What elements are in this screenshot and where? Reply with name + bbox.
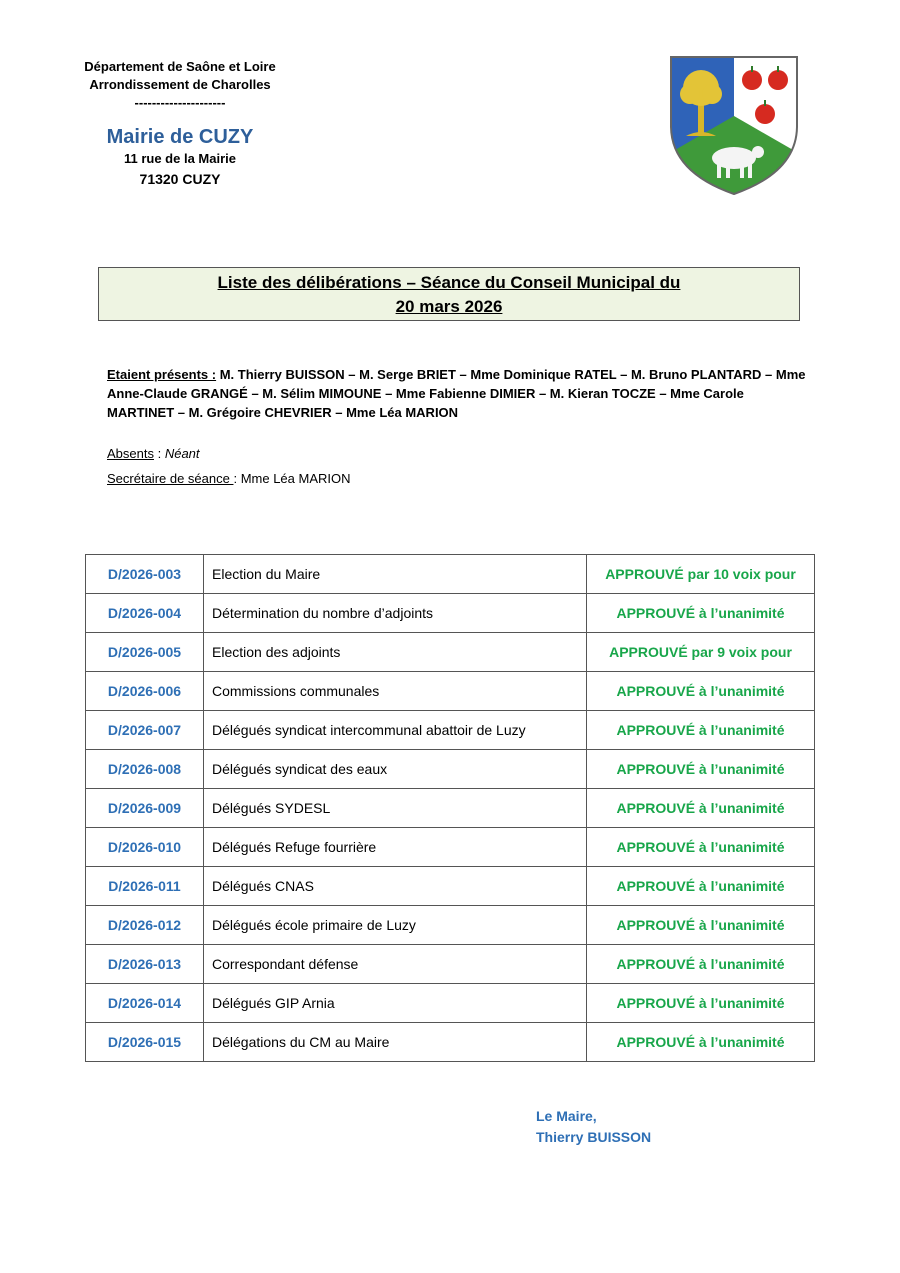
table-row [86, 867, 815, 906]
table-row [86, 672, 815, 711]
delib-ref: D/2026-011 [86, 867, 204, 906]
delib-ref: D/2026-009 [86, 789, 204, 828]
delib-ref: D/2026-003 [86, 555, 204, 594]
delib-object: Election du Maire [204, 555, 587, 594]
delib-object: Correspondant défense [204, 945, 587, 984]
delib-result: APPROUVÉ par 10 voix pour [587, 555, 815, 594]
delib-result: APPROUVÉ à l’unanimité [587, 945, 815, 984]
arrondissement: Arrondissement de Charolles [89, 77, 271, 92]
delib-result: APPROUVÉ à l’unanimité [587, 750, 815, 789]
mairie-address: 11 rue de la Mairie [123, 151, 236, 166]
delib-ref: D/2026-005 [86, 633, 204, 672]
attendance-secretaire [107, 470, 351, 488]
absents-separator: : [153, 446, 165, 461]
delib-object: Détermination du nombre d’adjoints [204, 594, 587, 633]
delib-result: APPROUVÉ à l’unanimité [587, 789, 815, 828]
table-row [86, 1023, 815, 1062]
absents-value: Néant [164, 446, 200, 461]
table-row [86, 594, 815, 633]
table-row [86, 906, 815, 945]
absents-label: Absents [107, 446, 154, 461]
delib-object: Délégations du CM au Maire [204, 1023, 587, 1062]
table-row [86, 633, 815, 672]
delib-object: Délégués CNAS [204, 867, 587, 906]
delib-ref: D/2026-012 [86, 906, 204, 945]
delib-ref: D/2026-014 [86, 984, 204, 1023]
secretaire-label: Secrétaire de séance [107, 471, 234, 486]
delib-object: Délégués syndicat des eaux [204, 750, 587, 789]
delib-object: Délégués Refuge fourrière [204, 828, 587, 867]
letterhead [60, 58, 300, 190]
delib-result: APPROUVÉ à l’unanimité [587, 672, 815, 711]
table-row [86, 750, 815, 789]
delib-ref: D/2026-013 [86, 945, 204, 984]
delib-result: APPROUVÉ à l’unanimité [587, 828, 815, 867]
delib-result: APPROUVÉ à l’unanimité [587, 984, 815, 1023]
delib-ref: D/2026-008 [86, 750, 204, 789]
table-row [86, 789, 815, 828]
signature-name: Thierry BUISSON [536, 1129, 652, 1145]
signature-role: Le Maire, [536, 1108, 597, 1124]
delib-object: Commissions communales [204, 672, 587, 711]
attendance-presents [107, 365, 807, 422]
mairie-name: Mairie de CUZY [106, 126, 254, 148]
delib-object: Délégués SYDESL [204, 789, 587, 828]
coat-of-arms-icon [668, 54, 800, 196]
deliberations-table [85, 554, 815, 1062]
mairie-zip-city: 71320 CUZY [139, 171, 221, 187]
delib-result: APPROUVÉ à l’unanimité [587, 867, 815, 906]
delib-result: APPROUVÉ à l’unanimité [587, 1023, 815, 1062]
delib-ref: D/2026-007 [86, 711, 204, 750]
delib-object: Election des adjoints [204, 633, 587, 672]
secretaire-value: : Mme Léa MARION [233, 471, 351, 486]
table-row [86, 555, 815, 594]
table-row [86, 945, 815, 984]
delib-object: Délégués syndicat intercommunal abattoir de Luzy [204, 711, 587, 750]
presents-label: Etaient présents : [107, 367, 217, 382]
document-title [98, 267, 800, 321]
table-row [86, 828, 815, 867]
departement: Département de Saône et Loire [84, 59, 276, 74]
table-row [86, 984, 815, 1023]
delib-result: APPROUVÉ à l’unanimité [587, 594, 815, 633]
delib-ref: D/2026-010 [86, 828, 204, 867]
separator: --------------------- [134, 95, 226, 110]
attendance-absents [107, 445, 200, 463]
delib-ref: D/2026-015 [86, 1023, 204, 1062]
signature [536, 1106, 651, 1148]
title-line-2: 20 mars 2026 [395, 297, 503, 316]
title-line-1: Liste des délibérations – Séance du Conseil Municipal du [217, 273, 681, 292]
delib-result: APPROUVÉ à l’unanimité [587, 711, 815, 750]
delib-object: Délégués GIP Arnia [204, 984, 587, 1023]
delib-result: APPROUVÉ à l’unanimité [587, 906, 815, 945]
delib-ref: D/2026-006 [86, 672, 204, 711]
delib-ref: D/2026-004 [86, 594, 204, 633]
delib-object: Délégués école primaire de Luzy [204, 906, 587, 945]
table-row [86, 711, 815, 750]
delib-result: APPROUVÉ par 9 voix pour [587, 633, 815, 672]
presents-value: M. Thierry BUISSON – M. Serge BRIET – Mme Dominique RATEL – M. Bruno PLANTARD – Mme Anne-Claude GRANGÉ – M. Sélim MIMOUNE – Mme Fabienne DIMIER – M. Kieran TOCZE – Mme Carole MARTINET – M. Grégoire CHEVRIER – Mme Léa MARION [107, 367, 806, 420]
